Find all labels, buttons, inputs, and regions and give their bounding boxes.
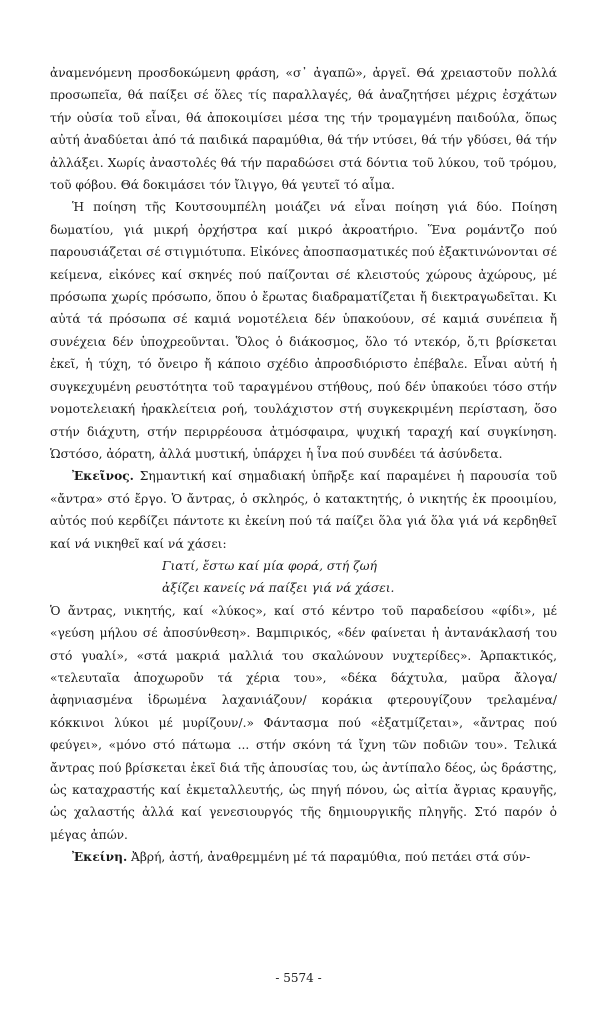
paragraph-poetry-for-two: Ἡ ποίηση τῆς Κουτσουμπέλη μοιάζει νά εἶναι ποίηση γιά δύο. Ποίηση δωματίου, γιά μικρή ὀρχήστρα καί μικρό ἀκροατήριο. Ἕνα ρομάντζο πού παρουσιάζεται σέ στιγμιότυπα. Εἰκόνες ἀποσπασματικές πού ἐξακτινώνονται σέ κείμενα, εἰκόνες καί σκηνές πού παίζονται σέ κλειστούς χώρους ἀχώρους, μέ πρόσωπα χωρίς πρόσωπο, ὅπου ὁ ἔρωτας διαδραματίζεται ἤ διεκτραγωδεῖται. Κι αὐτά τά πρόσωπα σέ καμιά νομοτέλεια δέν ὑπακούουν, σέ καμιά συνέπεια ἤ συνέχεια δέν ὑποχρεοῦνται. Ὅλος ὁ διάκοσμος, ὅλο τό ντεκόρ, ὅ,τι βρίσκεται ἐκεῖ, ἡ τύχη, τό ὄνειρο ἤ κάποιο σχέδιο ἀπροσδιόριστο ἐπέβαλε. Εἶναι αὐτή ἡ συγκεχυμένη ρευστότητα τοῦ ταραγμένου στήθους, πού δέν ὑπακούει τόσο στήν νομοτελειακή ἡρακλείτεια ροή, τουλάχιστον στή συγκεκριμένη περίσταση, ὅσο στήν διάχυτη, στήν περιρρέουσα ἀτμόσφαιρα, ψυχική ταραχή καί συγκίνηση. Ὡστόσο, ἀόρατη, ἀλλά μυστική, ὑπάρχει ἡ ἶνα πού συνδέει τά ἀσύνδετα. bbox=[50, 200, 557, 461]
body-text bbox=[50, 62, 557, 869]
section-lead-ekeini: Ἐκείνη. bbox=[72, 850, 128, 865]
paragraph-continuation: ἀναμενόμενη προσδοκώμενη φράση, «σ᾿ ἀγαπῶ», ἀργεῖ. Θά χρειαστοῦν πολλά προσωπεῖα, θά παίξει σέ ὅλες τίς παραλλαγές, θά ἀναζητήσει μέχρις ἐσχάτων τήν οὐσία τοῦ εἶναι, θά ἀποκοιμίσει μέσα της τήν τρομαγμένη παιδούλα, ὅπως αὐτή ἀναδύεται ἀπό τά παιδικά παραμύθια, θά τήν ντύσει, θά τήν γδύσει, θά τήν ἀλλάξει. Χωρίς ἀναστολές θά τήν παραδώσει στά δόντια τοῦ λύκου, τοῦ τρόμου, τοῦ φόβου. Θά δοκιμάσει τόν ἴλιγγο, θά γευτεῖ τό αἷμα. bbox=[50, 66, 557, 193]
poem-line-1: Γιατί, ἔστω καί μία φορά, στή ζωή bbox=[162, 558, 377, 573]
ekeinos-text: Σημαντική καί σημαδιακή ὑπῆρξε καί παραμένει ἡ παρουσία τοῦ «ἄντρα» στό ἔργο. Ὁ ἄντρας, ὁ σκληρός, ὁ κατακτητής, ὁ νικητής ἐκ προοιμίου, αὐτός πού κερδίζει πάντοτε κι ἐκείνη πού τά παίζει ὅλα γιά ὅλα γιά νά κερδηθεῖ καί νά νικηθεῖ καί νά χάσει: bbox=[50, 469, 557, 551]
poem-line-2: ἀξίζει κανείς νά παίξει γιά νά χάσει. bbox=[162, 581, 395, 596]
ekeini-text: Ἀβρή, ἀστή, ἀναθρεμμένη μέ τά παραμύθια, πού πετάει στά σύν- bbox=[127, 850, 531, 865]
section-lead-ekeinos: Ἐκεῖνος. bbox=[72, 469, 134, 484]
paragraph-after-poem: Ὁ ἄντρας, νικητής, καί «λύκος», καί στό κέντρο τοῦ παραδείσου «φίδι», μέ «γεύση μήλου σέ ἀποσύνθεση». Βαμπιρικός, «δέν φαίνεται ἡ ἀντανάκλασή του στό γυαλί», «στά μακριά μαλλιά του σκαλώνουν νυχτερίδες». Ἁρπακτικός, «τελευταῖα ἀποχωροῦν τά χέρια του», «δέκα δάχτυλα, μαῦρα ἄλογα/ ἀφηνιασμένα ἱδρωμένα λαχανιάζουν/ κοράκια φτερουγίζουν τρελαμένα/ κόκκινοι λύκοι μέ μυρίζουν/.» Φάντασμα πού «ἐξατμίζεται», «ἄντρας πού φεύγει», «μόνο στό πάτωμα ... στήν σκόνη τά ἴχνη τῶν ποδιῶν του». Τελικά ἄντρας πού βρίσκεται ἐκεῖ διά τῆς ἀπουσίας του, ὡς ἀντίπαλο δέος, ὡς δράστης, ὡς καταχραστής καί ἐκμεταλλευτής, ὡς πηγή πόνου, ὡς αἰτία ἄγριας κραυγῆς, ὡς χαλαστής ἀλλά καί γενεσιουργός τῆς δημιουργικῆς πληγῆς. Στό παρόν ὁ μέγας ἀπών. bbox=[50, 603, 557, 842]
poem-quote bbox=[50, 555, 557, 600]
paragraph-ekeini bbox=[50, 846, 557, 868]
paragraph-ekeinos bbox=[50, 465, 557, 555]
page-number: - 5574 - bbox=[275, 971, 322, 985]
